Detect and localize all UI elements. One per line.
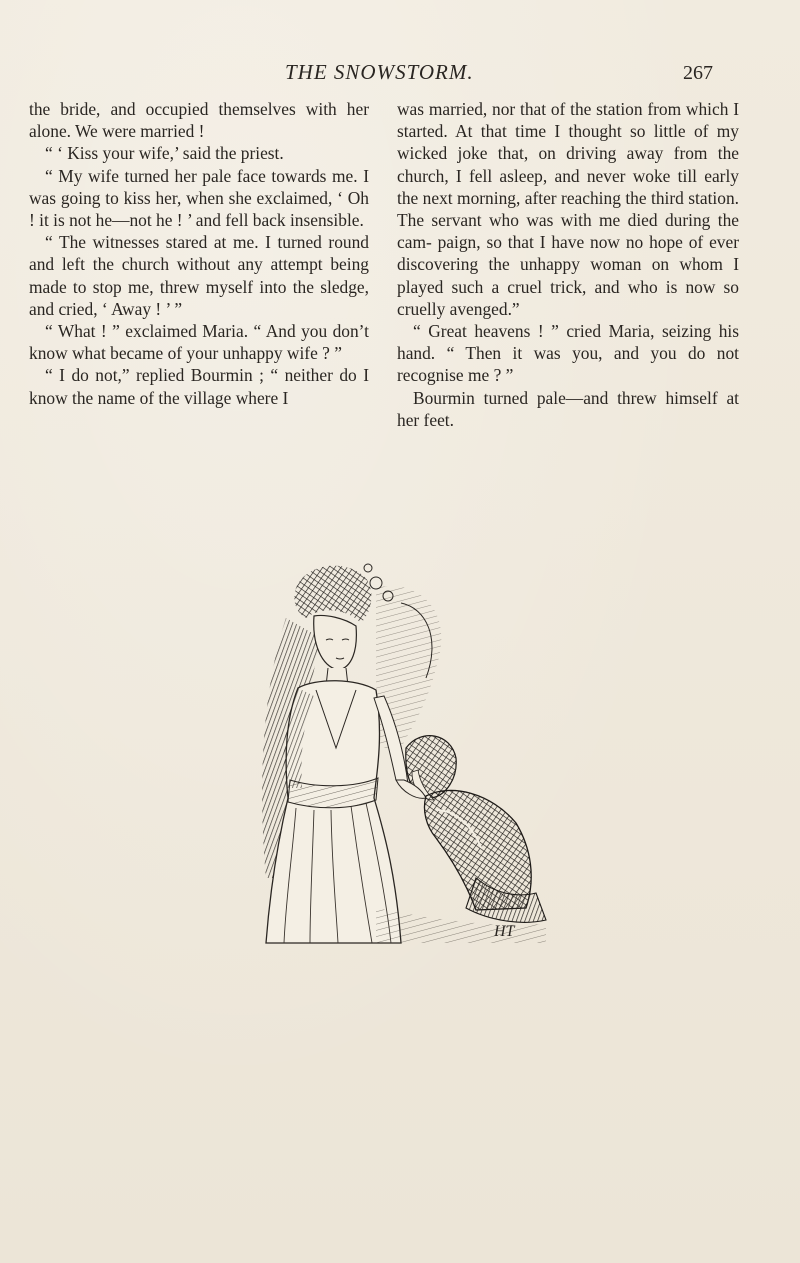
paragraph: Bourmin turned pale—and threw himself at her feet. [397,387,739,430]
paragraph: “ I do not,” replied Bourmin ; “ neither do I know the name of the village where I [29,365,369,408]
engraving-drawing [226,548,556,953]
page-number: 267 [683,62,713,84]
paragraph: “ What ! ” exclaimed Maria. “ And you don’t know what became of your unhappy wife ? ” [29,321,369,364]
illustration-signature: HT [494,923,515,940]
illustration-kneeling-man [226,548,556,953]
right-column [397,98,739,431]
paragraph: the bride, and occupied themselves with her alone. We were married ! [29,99,369,142]
paragraph: “ Great heavens ! ” cried Maria, seizing his hand. “ Then it was you, and you do not recognise me ? ” [397,321,739,386]
running-title: THE SNOWSTORM. [285,60,474,84]
paragraph: was married, nor that of the station from which I started. At that time I thought so little of my wicked joke that, on driving away from the church, I fell asleep, and never woke till early the next morning, after reaching the third station. The servant who was with me died during the cam- paign, so that I have now no hope of ever discovering the unhappy woman on whom I played such a cruel trick, and who is now so cruelly avenged.” [397,99,739,319]
paragraph: “ My wife turned her pale face towards me. I was going to kiss her, when she exclaimed, ‘ Oh ! it is not he—not he ! ’ and fell back insensible. [29,165,369,231]
paragraph: “ ‘ Kiss your wife,’ said the priest. [45,143,284,164]
running-head [0,60,800,90]
left-column [29,98,369,409]
paragraph: “ The witnesses stared at me. I turned round and left the church without any attempt being made to stop me, threw myself into the sledge, and cried, ‘ Away ! ’ ” [29,232,369,319]
